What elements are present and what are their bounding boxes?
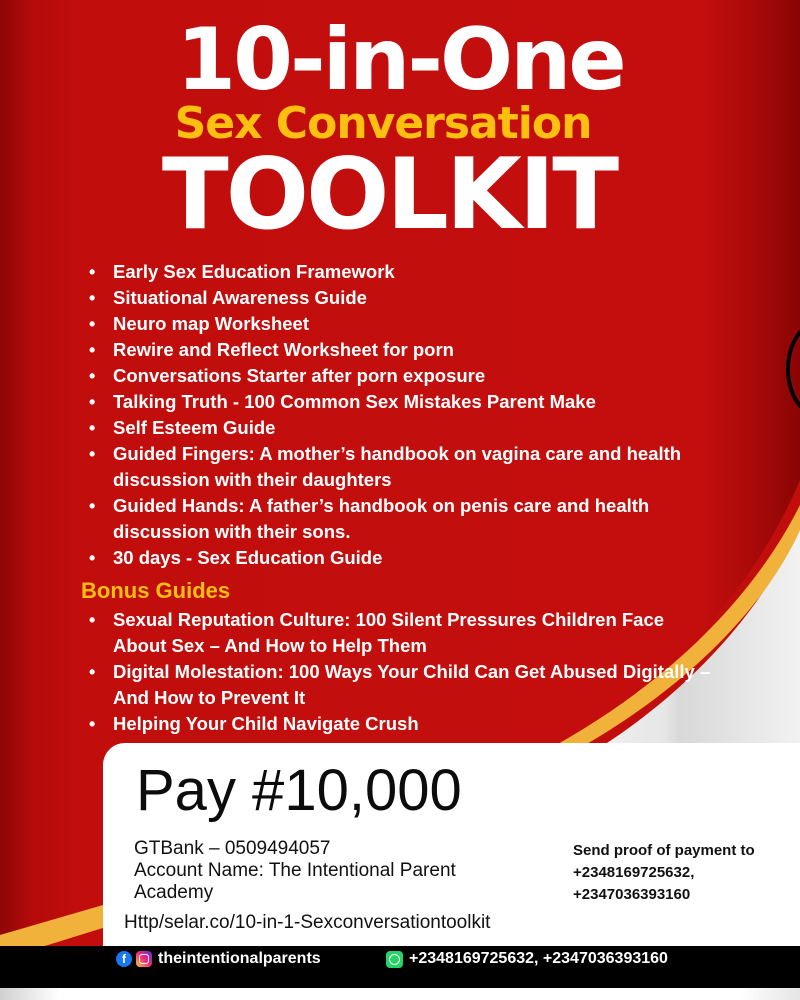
bank-details (134, 838, 534, 904)
social-handle[interactable] (116, 949, 321, 969)
whatsapp-icon[interactable] (386, 951, 403, 968)
list-item: • Early Sex Education Framework (80, 259, 720, 285)
proof-phone[interactable]: +2347036393160 (573, 886, 691, 903)
price: Pay #10,000 (136, 758, 462, 823)
title-line-2: Sex Conversation (174, 98, 592, 149)
store-link[interactable]: Http/selar.co/10-in-1-Sexconversationtoolkit (124, 912, 491, 933)
proof-phone[interactable]: +2348169725632, (573, 864, 695, 881)
list-item: • Neuro map Worksheet (80, 311, 720, 337)
bonus-list (80, 607, 720, 737)
bonus-guides-heading: Bonus Guides (81, 578, 231, 603)
proof-of-payment (573, 840, 755, 906)
list-item: • Conversations Starter after porn exposure (80, 363, 720, 389)
list-item: • Talking Truth - 100 Common Sex Mistakes Parent Make (80, 389, 720, 415)
bank-account-number: GTBank – 0509494057 (134, 838, 331, 859)
whatsapp-contact[interactable] (386, 949, 668, 969)
title-line-3: TOOLKIT (161, 138, 617, 252)
list-item: • Digital Molestation: 100 Ways Your Child Can Get Abused Digitally – And How to Prevent It (80, 659, 720, 711)
instagram-icon[interactable] (136, 951, 152, 967)
list-item: • Rewire and Reflect Worksheet for porn (80, 337, 720, 363)
proof-title: Send proof of payment to (573, 842, 755, 859)
list-item: • Helping Your Child Navigate Crush (80, 711, 720, 737)
bottom-strip (0, 988, 800, 1000)
list-item: • Self Esteem Guide (80, 415, 720, 441)
list-item: • Guided Fingers: A mother’s handbook on vagina care and health discussion with their daughters (80, 441, 720, 493)
toolkit-list (80, 259, 720, 571)
title-line-1: 10-in-One (176, 10, 624, 110)
facebook-icon[interactable]: f (116, 951, 132, 967)
social-handle-text: theintentionalparents (158, 950, 321, 967)
account-name: Account Name: The Intentional Parent Academy (134, 860, 456, 903)
whatsapp-numbers: +2348169725632, +2347036393160 (409, 950, 668, 967)
list-item: • Guided Hands: A father’s handbook on penis care and health discussion with their sons. (80, 493, 720, 545)
list-item: • 30 days - Sex Education Guide (80, 545, 720, 571)
list-item: • Situational Awareness Guide (80, 285, 720, 311)
list-item: • Sexual Reputation Culture: 100 Silent Pressures Children Face About Sex – And How to Help Them (80, 607, 720, 659)
